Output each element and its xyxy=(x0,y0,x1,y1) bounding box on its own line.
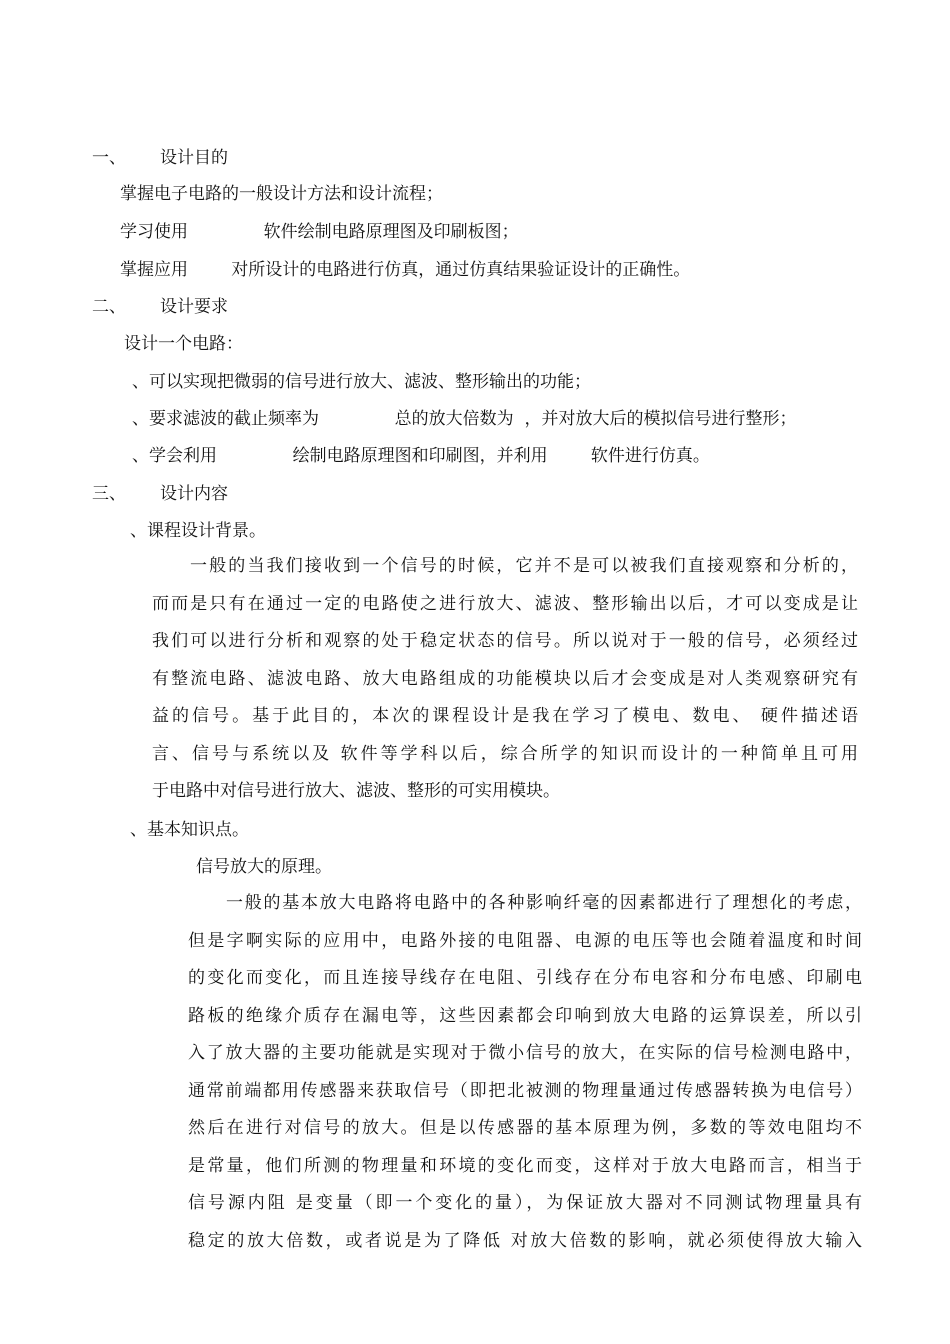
section-1-line-2: 学习使用 软件绘制电路原理图及印刷板图； xyxy=(120,222,519,242)
amplifier-paragraph xyxy=(188,893,862,1268)
section-1-line-3: 掌握应用 对所设计的电路进行仿真，通过仿真结果验证设计的正确性。 xyxy=(120,260,691,280)
paragraph-line: 一般的当我们接收到一个信号的时候，它并不是可以被我们直接观察和分析的， xyxy=(190,556,858,576)
section-2-line-2: 、可以实现把微弱的信号进行放大、滤波、整形输出的功能； xyxy=(132,372,591,392)
paragraph-line: 有整流电路、滤波电路、放大电路组成的功能模块以后才会变成是对人类观察研究有 xyxy=(152,668,858,689)
paragraph-line: 言、信号与系统以及 软件等学科以后，综合所学的知识而设计的一种简单且可用 xyxy=(152,743,858,764)
subsection-2-title: 、基本知识点。 xyxy=(130,820,249,840)
paragraph-line: 的变化而变化，而且连接导线存在电阻、引线存在分布电容和分布电感、印刷电 xyxy=(188,968,862,988)
section-2-title: 设计要求 xyxy=(160,297,228,317)
section-1-line-1: 掌握电子电路的一般设计方法和设计流程； xyxy=(120,184,443,204)
section-3-number: 三、 xyxy=(92,484,126,504)
section-3-title: 设计内容 xyxy=(160,484,228,504)
paragraph-line: 稳定的放大倍数，或者说是为了降低 对放大倍数的影响，就必须使得放大输入 xyxy=(188,1230,862,1251)
section-1-title: 设计目的 xyxy=(160,148,228,168)
paragraph-line: 于电路中对信号进行放大、滤波、整形的可实用模块。 xyxy=(152,781,560,801)
subsection-2-item-title: 信号放大的原理。 xyxy=(196,857,332,877)
subsection-1-title: 、课程设计背景。 xyxy=(130,521,266,541)
paragraph-line: 入了放大器的主要功能就是实现对于微小信号的放大，在实际的信号检测电路中， xyxy=(188,1043,862,1063)
paragraph-line: 信号源内阻 是变量（即一个变化的量），为保证放大器对不同测试物理量具有 xyxy=(188,1193,862,1213)
paragraph-line: 是常量，他们所测的物理量和环境的变化而变，这样对于放大电路而言，相当于 xyxy=(188,1155,862,1176)
background-paragraph xyxy=(152,556,858,819)
paragraph-line: 但是字啊实际的应用中，电路外接的电阻器、电源的电压等也会随着温度和时间 xyxy=(188,930,862,951)
section-1-number: 一、 xyxy=(92,148,126,168)
paragraph-line: 一般的基本放大电路将电路中的各种影响纤毫的因素都进行了理想化的考虑， xyxy=(226,893,862,913)
paragraph-line: 益的信号。基于此目的，本次的课程设计是我在学习了模电、数电、 硬件描述语 xyxy=(152,706,858,726)
section-2-line-1: 设计一个电路： xyxy=(124,334,243,354)
paragraph-line: 而而是只有在通过一定的电路使之进行放大、滤波、整形输出以后，才可以变成是让 xyxy=(152,593,858,614)
paragraph-line: 我们可以进行分析和观察的处于稳定状态的信号。所以说对于一般的信号，必须经过 xyxy=(152,631,858,651)
section-2-line-4: 、学会利用 绘制电路原理图和印刷图，并利用 软件进行仿真。 xyxy=(132,446,710,466)
section-2-number: 二、 xyxy=(92,297,126,317)
paragraph-line: 然后在进行对信号的放大。但是以传感器的基本原理为例，多数的等效电阻均不 xyxy=(188,1118,862,1138)
paragraph-line: 通常前端都用传感器来获取信号（即把北被测的物理量通过传感器转换为电信号） xyxy=(188,1080,862,1101)
section-2-line-3: 、要求滤波的截止频率为 总的放大倍数为 ，并对放大后的模拟信号进行整形； xyxy=(132,409,797,429)
paragraph-line: 路板的绝缘介质存在漏电等，这些因素都会印响到放大电路的运算误差，所以引 xyxy=(188,1005,862,1026)
